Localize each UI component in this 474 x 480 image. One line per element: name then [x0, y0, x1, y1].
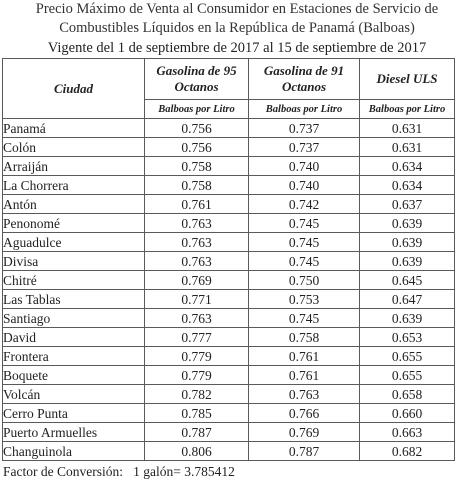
table-row [3, 309, 455, 328]
diesel-price: 0.639 [360, 233, 455, 252]
city-cell: Volcán [3, 385, 145, 404]
unit-label-gasoline-95: Balboas por Litro [145, 100, 249, 119]
price-rows [3, 119, 455, 461]
gasoline-95-price: 0.769 [145, 271, 249, 290]
city-cell: Boquete [3, 366, 145, 385]
gasoline-95-price: 0.779 [145, 366, 249, 385]
table-row [3, 328, 455, 347]
table-header-row [3, 59, 455, 100]
diesel-price: 0.655 [360, 347, 455, 366]
city-cell: Chitré [3, 271, 145, 290]
header-diesel [360, 59, 455, 100]
city-cell: Antón [3, 195, 145, 214]
header-gasoline-91-line-1: Gasolina de 91 [263, 63, 345, 78]
conversion-factor-value: 1 galón= 3.785412 [133, 464, 235, 479]
table-row [3, 195, 455, 214]
city-cell: La Chorrera [3, 176, 145, 195]
diesel-price: 0.653 [360, 328, 455, 347]
gasoline-95-price: 0.806 [145, 442, 249, 461]
table-row [3, 119, 455, 138]
fuel-price-table [2, 58, 455, 461]
unit-label-gasoline-91: Balboas por Litro [249, 100, 360, 119]
diesel-price: 0.634 [360, 157, 455, 176]
city-cell: Panamá [3, 119, 145, 138]
gasoline-95-price: 0.763 [145, 233, 249, 252]
table-row [3, 385, 455, 404]
gasoline-95-price: 0.763 [145, 309, 249, 328]
header-gasoline-91-line-2: Octanos [281, 79, 327, 94]
gasoline-91-price: 0.745 [249, 309, 360, 328]
validity-period: Vigente del 1 de septiembre de 2017 al 15 de septiembre de 2017 [47, 40, 427, 56]
gasoline-91-price: 0.750 [249, 271, 360, 290]
conversion-factor-label: Factor de Conversión: [3, 464, 123, 479]
city-cell: Aguadulce [3, 233, 145, 252]
diesel-price: 0.645 [360, 271, 455, 290]
diesel-price: 0.639 [360, 309, 455, 328]
table-row [3, 252, 455, 271]
document-title [0, 0, 474, 38]
gasoline-91-price: 0.737 [249, 138, 360, 157]
city-cell: Puerto Armuelles [3, 423, 145, 442]
gasoline-95-price: 0.785 [145, 404, 249, 423]
table-row [3, 347, 455, 366]
city-cell: Cerro Punta [3, 404, 145, 423]
diesel-price: 0.634 [360, 176, 455, 195]
city-cell: Arraiján [3, 157, 145, 176]
header-diesel-label: Diesel ULS [376, 71, 438, 86]
diesel-price: 0.660 [360, 404, 455, 423]
title-line-2: Combustibles Líquidos en la República de Panamá (Balboas) [59, 20, 415, 36]
table-row [3, 271, 455, 290]
header-gasoline-91 [249, 59, 360, 100]
gasoline-91-price: 0.737 [249, 119, 360, 138]
table-row [3, 214, 455, 233]
gasoline-91-price: 0.769 [249, 423, 360, 442]
diesel-price: 0.637 [360, 195, 455, 214]
gasoline-95-price: 0.758 [145, 157, 249, 176]
gasoline-91-price: 0.766 [249, 404, 360, 423]
gasoline-95-price: 0.763 [145, 252, 249, 271]
gasoline-91-price: 0.745 [249, 233, 360, 252]
city-cell: Changuinola [3, 442, 145, 461]
gasoline-91-price: 0.740 [249, 176, 360, 195]
gasoline-95-price: 0.761 [145, 195, 249, 214]
gasoline-91-price: 0.761 [249, 366, 360, 385]
gasoline-95-price: 0.763 [145, 214, 249, 233]
table-row [3, 290, 455, 309]
gasoline-91-price: 0.753 [249, 290, 360, 309]
city-cell: Divisa [3, 252, 145, 271]
header-gasoline-95 [145, 59, 249, 100]
gasoline-95-price: 0.758 [145, 176, 249, 195]
city-cell: David [3, 328, 145, 347]
gasoline-95-price: 0.756 [145, 138, 249, 157]
diesel-price: 0.631 [360, 138, 455, 157]
conversion-factor [3, 464, 235, 480]
gasoline-91-price: 0.745 [249, 252, 360, 271]
unit-label-diesel: Balboas por Litro [360, 100, 455, 119]
title-line-1: Precio Máximo de Venta al Consumidor en Estaciones de Servicio de [35, 1, 439, 17]
city-cell: Colón [3, 138, 145, 157]
diesel-price: 0.639 [360, 252, 455, 271]
gasoline-91-price: 0.763 [249, 385, 360, 404]
diesel-price: 0.663 [360, 423, 455, 442]
diesel-price: 0.631 [360, 119, 455, 138]
gasoline-91-price: 0.758 [249, 328, 360, 347]
gasoline-91-price: 0.745 [249, 214, 360, 233]
city-cell: Penonomé [3, 214, 145, 233]
gasoline-95-price: 0.756 [145, 119, 249, 138]
city-cell: Las Tablas [3, 290, 145, 309]
gasoline-91-price: 0.761 [249, 347, 360, 366]
diesel-price: 0.655 [360, 366, 455, 385]
gasoline-91-price: 0.742 [249, 195, 360, 214]
diesel-price: 0.639 [360, 214, 455, 233]
table-row [3, 157, 455, 176]
city-cell: Frontera [3, 347, 145, 366]
diesel-price: 0.682 [360, 442, 455, 461]
gasoline-95-price: 0.782 [145, 385, 249, 404]
table-row [3, 176, 455, 195]
table-row [3, 442, 455, 461]
gasoline-95-price: 0.771 [145, 290, 249, 309]
gasoline-91-price: 0.740 [249, 157, 360, 176]
gasoline-95-price: 0.777 [145, 328, 249, 347]
header-city [3, 59, 145, 119]
table-row [3, 366, 455, 385]
city-cell: Santiago [3, 309, 145, 328]
gasoline-91-price: 0.787 [249, 442, 360, 461]
header-city-label: Ciudad [53, 80, 93, 96]
gasoline-95-price: 0.787 [145, 423, 249, 442]
diesel-price: 0.658 [360, 385, 455, 404]
table-row [3, 233, 455, 252]
diesel-price: 0.647 [360, 290, 455, 309]
table-row [3, 404, 455, 423]
table-row [3, 138, 455, 157]
header-gasoline-95-line-2: Octanos [174, 79, 219, 94]
header-gasoline-95-line-1: Gasolina de 95 [156, 63, 237, 78]
table-row [3, 423, 455, 442]
gasoline-95-price: 0.779 [145, 347, 249, 366]
